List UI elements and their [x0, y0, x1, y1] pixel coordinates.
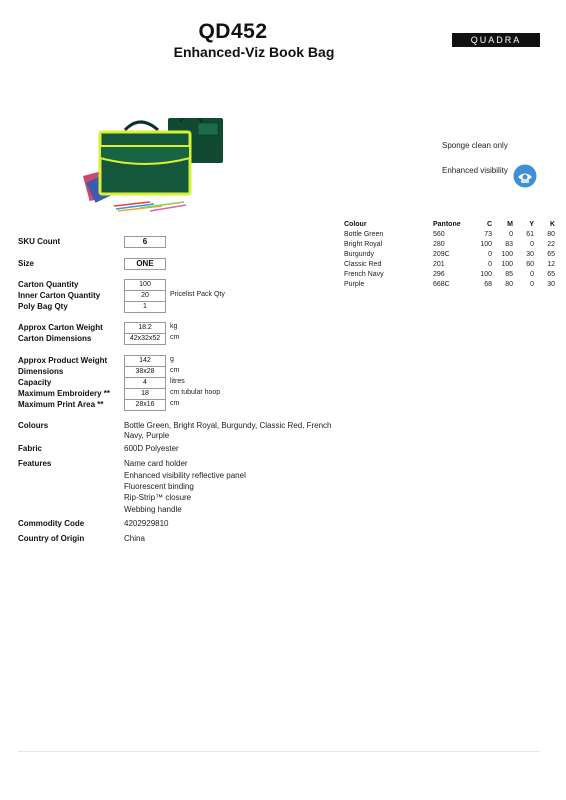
visibility-feature: Enhanced visibility: [442, 166, 508, 175]
brand-logo-text: QUADRA: [470, 35, 522, 45]
feature-item: Enhanced visibility reflective panel: [124, 471, 246, 480]
footer-divider: [18, 751, 540, 752]
country-of-origin-value: China: [124, 534, 145, 543]
carton-quantity-label: Carton Quantity: [18, 280, 79, 289]
k-cell: 30: [547, 280, 555, 288]
feature-item: Name card holder: [124, 459, 188, 468]
dimensions-value: 38x28: [124, 366, 166, 378]
pantone-cell: 209C: [433, 250, 450, 258]
sku-count-label: SKU Count: [18, 237, 61, 246]
k-cell: 22: [547, 240, 555, 248]
size-label: Size: [18, 259, 35, 268]
header-pantone: Pantone: [433, 221, 461, 228]
m-cell: 80: [505, 280, 513, 288]
colour-cell: Bright Royal: [344, 240, 383, 248]
pantone-cell: 668C: [433, 280, 450, 288]
header-colour: Colour: [344, 221, 367, 228]
m-cell: 100: [501, 260, 513, 268]
feature-item: Rip-Strip™ closure: [124, 493, 192, 502]
c-cell: 0: [488, 250, 492, 258]
colour-cell: Burgundy: [344, 250, 374, 258]
c-cell: 68: [484, 280, 492, 288]
carton-quantity-value: 100: [124, 279, 166, 291]
k-cell: 12: [547, 260, 555, 268]
max-embroidery-label: Maximum Embroidery **: [18, 389, 111, 398]
commodity-code-value: 4202929810: [124, 519, 169, 528]
c-cell: 100: [480, 270, 492, 278]
m-cell: 0: [509, 230, 513, 238]
product-weight-unit: g: [170, 356, 174, 363]
dimensions-unit: cm: [170, 367, 180, 374]
table-row: [344, 239, 555, 249]
header-y: Y: [529, 221, 534, 228]
colour-cell: Classic Red: [344, 260, 382, 268]
poly-bag-qty-value: 1: [124, 301, 166, 313]
max-print-area-unit: cm: [170, 400, 180, 407]
carton-dimensions-value: 42x32x52: [124, 333, 166, 345]
max-print-area-label: Maximum Print Area **: [18, 400, 104, 409]
m-cell: 85: [505, 270, 513, 278]
poly-bag-qty-label: Poly Bag Qty: [18, 302, 68, 311]
pricelist-pack-note: Pricelist Pack Qty: [170, 291, 225, 298]
colour-cell: Purple: [344, 280, 365, 288]
product-weight-label: Approx Product Weight: [18, 356, 108, 365]
pantone-cell: 560: [433, 230, 445, 238]
y-cell: 0: [530, 280, 534, 288]
pantone-table: [344, 220, 555, 289]
max-embroidery-value: 18: [124, 388, 166, 400]
c-cell: 0: [488, 260, 492, 268]
c-cell: 73: [484, 230, 492, 238]
c-cell: 100: [480, 240, 492, 248]
product-name: Enhanced-Viz Book Bag: [173, 44, 335, 60]
inner-carton-quantity-value: 20: [124, 290, 166, 302]
fabric-label: Fabric: [18, 444, 43, 453]
dimensions-label: Dimensions: [18, 367, 64, 376]
pantone-header-row: [344, 220, 555, 229]
y-cell: 0: [530, 240, 534, 248]
y-cell: 30: [526, 250, 534, 258]
header-c: C: [486, 221, 492, 228]
capacity-label: Capacity: [18, 378, 52, 387]
country-of-origin-label: Country of Origin: [18, 534, 85, 543]
table-row: [344, 249, 555, 259]
pantone-cell: 201: [433, 260, 445, 268]
m-cell: 100: [501, 250, 513, 258]
capacity-unit: litres: [170, 378, 185, 385]
k-cell: 80: [547, 230, 555, 238]
pantone-cell: 296: [433, 270, 445, 278]
y-cell: 0: [530, 270, 534, 278]
k-cell: 65: [547, 250, 555, 258]
table-row: [344, 259, 555, 269]
commodity-code-label: Commodity Code: [18, 519, 85, 528]
carton-dimensions-unit: cm: [170, 334, 180, 341]
y-cell: 60: [526, 260, 534, 268]
table-row: [344, 279, 555, 289]
size-value: ONE: [124, 258, 166, 270]
fabric-value: 600D Polyester: [124, 444, 179, 453]
k-cell: 65: [547, 270, 555, 278]
carton-weight-value: 18.2: [124, 322, 166, 334]
colours-label: Colours: [18, 421, 49, 430]
table-row: [344, 269, 555, 279]
colours-value: Bottle Green, Bright Royal, Burgundy, Classic Red, French Navy, Purple: [124, 421, 332, 440]
header-k: K: [549, 221, 555, 228]
colour-cell: Bottle Green: [344, 230, 384, 238]
features-label: Features: [18, 459, 52, 468]
product-code: QD452: [198, 20, 268, 43]
product-weight-value: 142: [124, 355, 166, 367]
m-cell: 83: [505, 240, 513, 248]
pantone-cell: 280: [433, 240, 445, 248]
y-cell: 61: [526, 230, 534, 238]
table-row: [344, 229, 555, 239]
max-print-area-value: 28x16: [124, 399, 166, 411]
capacity-value: 4: [124, 377, 166, 389]
enhanced-visibility-icon: [513, 164, 537, 188]
colour-cell: French Navy: [344, 270, 384, 278]
header-m: M: [507, 221, 513, 228]
max-embroidery-unit: cm tubular hoop: [170, 389, 221, 396]
inner-carton-quantity-label: Inner Carton Quantity: [18, 291, 101, 300]
feature-item: Fluorescent binding: [124, 482, 194, 491]
carton-weight-unit: kg: [170, 323, 178, 330]
sku-count-value: 6: [124, 236, 166, 248]
brand-logo: [452, 33, 540, 47]
care-instruction: Sponge clean only: [442, 141, 508, 150]
product-image: [80, 118, 230, 218]
carton-dimensions-label: Carton Dimensions: [18, 334, 92, 343]
feature-item: Webbing handle: [124, 505, 182, 514]
carton-weight-label: Approx Carton Weight: [18, 323, 103, 332]
